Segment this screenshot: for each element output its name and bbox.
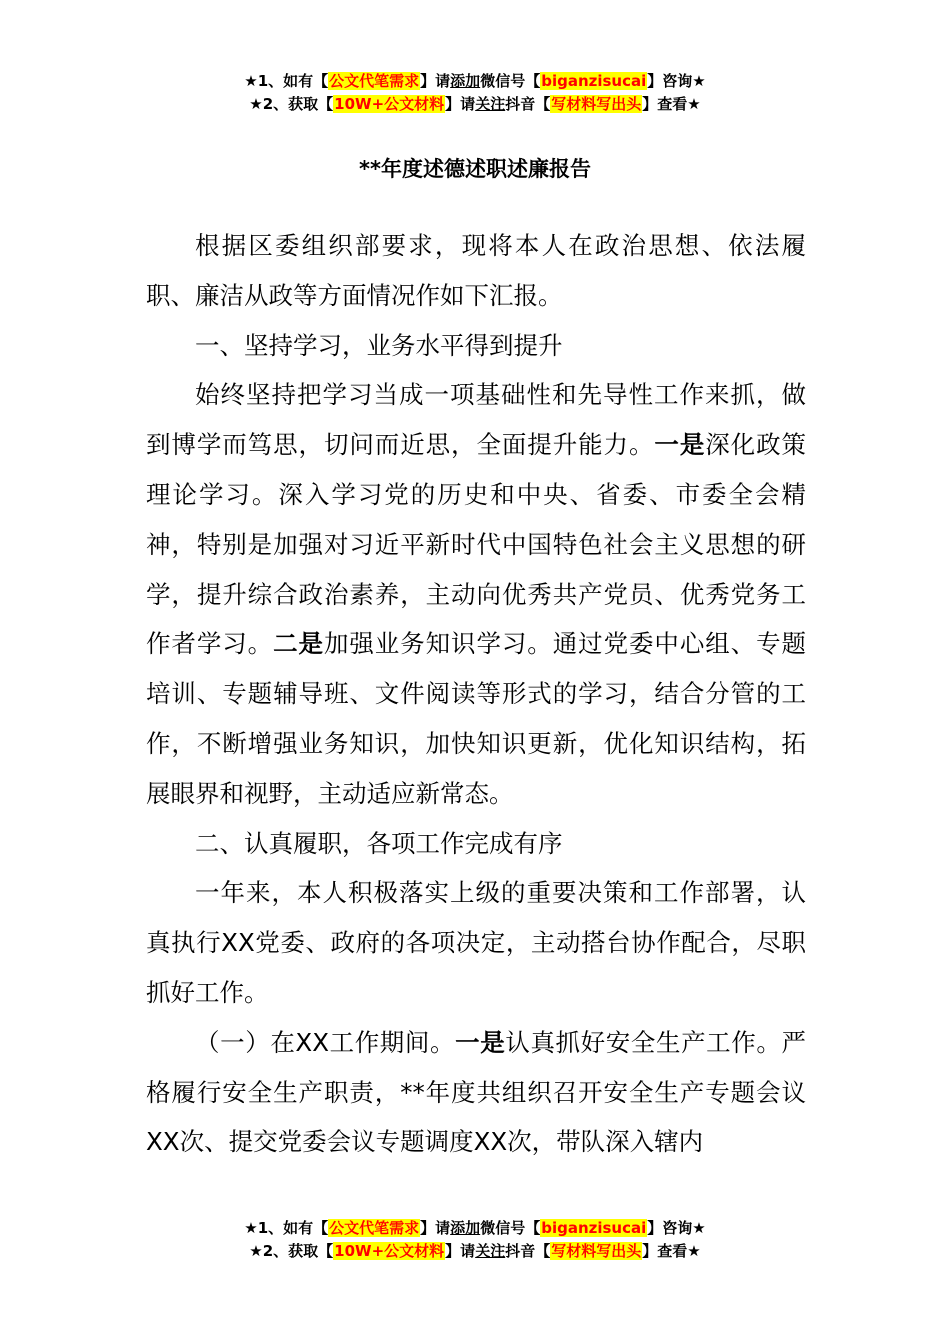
highlight-materials: 10W+公文材料 — [334, 1242, 445, 1260]
star-icon: ★ — [249, 95, 263, 113]
section-2-paragraph: 一年来，本人积极落实上级的重要决策和工作部署，认真执行XX党委、政府的各项决定，主动搭台协作配合，尽职抓好工作。 — [146, 878, 806, 1007]
section-1-paragraph: 始终坚持把学习当成一项基础性和先导性工作来抓，做到博学而笃思，切问而近思，全面提升能力。一是深化政策理论学习。深入学习党的历史和中央、省委、市委全会精神，特别是加强对习近平新时代中国特色社会主义思想的研学，提升综合政治素养，主动向优秀共产党员、优秀党务工作者学习。二是加强业务知识学习。通过党委中心组、专题培训、专题辅导班、文件阅读等形式的学习，结合分管的工作，不断增强业务知识，加快知识更新，优化知识结构，拓展眼界和视野，主动适应新常态。 — [146, 380, 807, 808]
highlight-ghostwriting: 公文代笔需求 — [329, 1219, 420, 1237]
highlight-douyin-account: 写材料写出头 — [551, 1242, 642, 1260]
banner-line-2: ★2、获取【10W+公文材料】请关注抖音【写材料写出头】查看★ — [249, 1242, 701, 1260]
bold-marker: 一是 — [654, 430, 706, 460]
highlight-wechat-id: biganzisucai — [541, 1219, 647, 1237]
star-icon: ★ — [244, 1219, 258, 1237]
document-title: **年度述德述职述廉报告 — [359, 157, 591, 181]
banner-line-1: ★1、如有【公文代笔需求】请添加微信号【biganzisucai】咨询★ — [244, 72, 706, 90]
highlight-materials: 10W+公文材料 — [334, 95, 445, 113]
star-icon: ★ — [249, 1242, 263, 1260]
section-1-heading: 一、坚持学习，业务水平得到提升 — [195, 330, 563, 360]
banner-line-1: ★1、如有【公文代笔需求】请添加微信号【biganzisucai】咨询★ — [244, 1219, 706, 1237]
bold-marker: 一是 — [455, 1027, 506, 1057]
footer-banner — [0, 1217, 950, 1263]
star-icon: ★ — [687, 1242, 701, 1260]
star-icon: ★ — [692, 1219, 706, 1237]
star-icon: ★ — [244, 72, 258, 90]
section-2-subsection: （一）在XX工作期间。一是认真抓好安全生产工作。严格履行安全生产职责，**年度共组织召开安全生产专题会议XX次、提交党委会议专题调度XX次，带队深入辖内 — [146, 1027, 807, 1157]
header-banner — [0, 70, 950, 116]
highlight-ghostwriting: 公文代笔需求 — [329, 72, 420, 90]
section-2-heading: 二、认真履职，各项工作完成有序 — [195, 828, 563, 858]
banner-line-2: ★2、获取【10W+公文材料】请关注抖音【写材料写出头】查看★ — [249, 95, 701, 113]
bold-marker: 二是 — [273, 629, 324, 659]
highlight-wechat-id: biganzisucai — [541, 72, 647, 90]
star-icon: ★ — [687, 95, 701, 113]
intro-paragraph: 根据区委组织部要求，现将本人在政治思想、依法履职、廉洁从政等方面情况作如下汇报。 — [146, 231, 806, 310]
highlight-douyin-account: 写材料写出头 — [551, 95, 642, 113]
document-body — [146, 221, 806, 1167]
star-icon: ★ — [692, 72, 706, 90]
